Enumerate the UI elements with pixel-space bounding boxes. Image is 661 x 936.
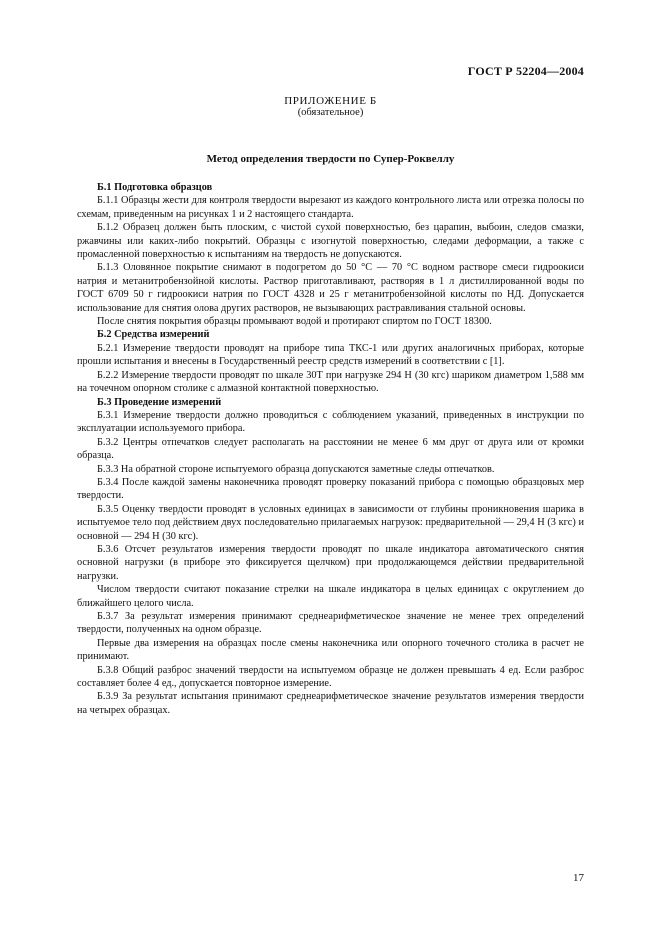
paragraph: Б.2.2 Измерение твердости проводят по шкале 30Т при нагрузке 294 Н (30 кгс) шариком диаметром 1,588 мм на точечном опорном столике с алмазной контактной поверхностью. — [77, 369, 584, 395]
paragraph: Б.3.1 Измерение твердости должно проводиться с соблюдением указаний, приведенных в инструкции по эксплуатации используемого прибора. — [77, 409, 584, 435]
appendix-title: ПРИЛОЖЕНИЕ Б — [284, 95, 377, 107]
method-title: Метод определения твердости по Супер-Роквеллу — [206, 153, 455, 165]
paragraph: Б.1.3 Оловянное покрытие снимают в подогретом до 50 °С — 70 °С водном растворе смеси гидроокиси натрия и метанитробензойной кислоты. Раствор приготавливают, растворяя в 1 л дистиллированной воды по ГОСТ 6709 50 г гидроокиси натрия по ГОСТ 4328 и 25 г метанитробензойной кислоты по НД. Допускается использование для снятия олова других растворов, не вызывающих растравливания стальной основы. — [77, 262, 584, 314]
section-heading: Б.1 Подготовка образцов — [97, 182, 213, 193]
paragraph: Б.3.3 На обратной стороне испытуемого образца допускаются заметные следы отпечатков. — [97, 463, 495, 475]
section-heading: Б.3 Проведение измерений — [97, 396, 222, 408]
paragraph: Б.3.6 Отсчет результатов измерения твердости проводят по шкале индикатора автоматического снятия основной нагрузки (в приборе это фиксируется щелчком) при продолжающемся действии предварительной нагрузки. — [77, 543, 584, 582]
paragraph: Б.1.1 Образцы жести для контроля твердости вырезают из каждого контрольного листа или отрезка полосы по схемам, приведенным на рисунках 1 и 2 настоящего стандарта. — [77, 195, 584, 220]
paragraph: После снятия покрытия образцы промывают водой и протирают спиртом по ГОСТ 18300. — [97, 316, 492, 328]
paragraph: Б.1.2 Образец должен быть плоским, с чистой сухой поверхностью, без царапин, выбоин, следов смазки, ржавчины или каких-либо покрытий. Образцы с изогнутой поверхностью, следами деформации, а также с промасленной поверхностью к испытаниям на твердость не допускаются. — [77, 222, 584, 261]
paragraph: Первые два измерения на образцах после смены наконечника или опорного точечного столика в расчет не принимают. — [77, 637, 584, 663]
paragraph: Б.3.5 Оценку твердости проводят в условных единицах в зависимости от глубины проникновения шарика в испытуемое тело под действием двух последовательно прилагаемых нагрузок: предварительной — 29,4 Н (3 кгс) и основной — 294 Н (30 кгс). — [77, 503, 584, 542]
document-body — [77, 181, 584, 717]
section-heading: Б.2 Средства измерений — [97, 329, 210, 341]
paragraph: Б.3.2 Центры отпечатков следует располагать на расстоянии не менее 6 мм друг от друга или от кромки образца. — [77, 436, 584, 462]
paragraph: Б.3.8 Общий разброс значений твердости на испытуемом образце не должен превышать 4 ед. Если разброс составляет более 4 ед., допускается повторное измерение. — [77, 664, 584, 690]
paragraph: Б.3.7 За результат измерения принимают среднеарифметическое значение не менее трех определений твердости, полученных на одном образце. — [77, 611, 584, 636]
paragraph: Б.3.4 После каждой замены наконечника проводят проверку показаний прибора с помощью образцовых мер твердости. — [77, 476, 584, 502]
appendix-subtitle: (обязательное) — [297, 107, 364, 118]
page-number: 17 — [573, 872, 584, 884]
paragraph: Б.2.1 Измерение твердости проводят на приборе типа ТКС-1 или других аналогичных приборах, которые прошли испытания и внесены в Государственный реестр средств измерений в соответствии с [1]. — [77, 342, 584, 368]
standard-designation: ГОСТ Р 52204—2004 — [467, 64, 584, 78]
paragraph: Б.3.9 За результат испытания принимают среднеарифметическое значение результатов измерения твердости на четырех образцах. — [77, 691, 584, 716]
paragraph: Числом твердости считают показание стрелки на шкале индикатора в целых единицах с округлением до ближайшего целого числа. — [77, 584, 584, 609]
